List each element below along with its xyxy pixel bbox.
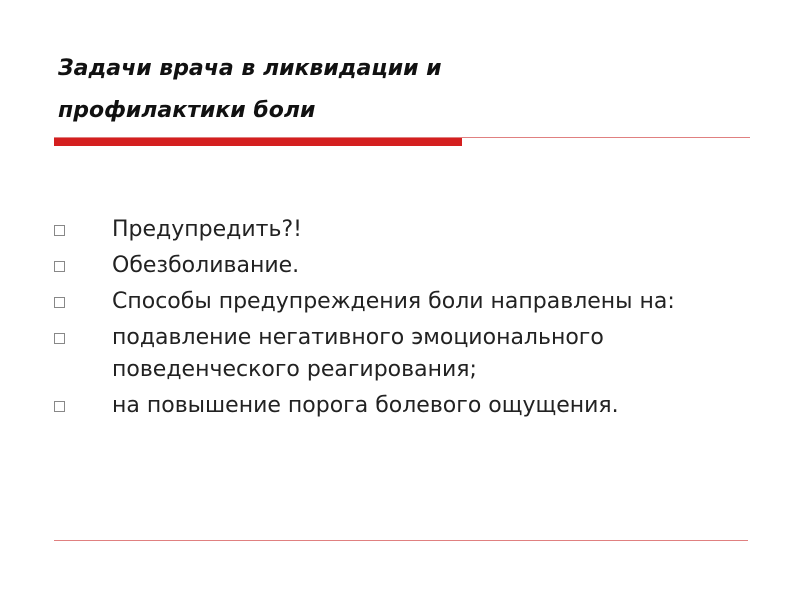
square-bullet-icon xyxy=(54,225,65,236)
slide-title-line-2: профилактики боли xyxy=(58,98,316,123)
footer-thin-rule xyxy=(54,540,748,541)
list-item xyxy=(54,214,754,246)
square-bullet-icon xyxy=(54,333,65,344)
bullet-list xyxy=(54,214,754,426)
slide-title xyxy=(58,48,718,132)
list-item-text: Способы предупреждения боли направлены на: xyxy=(112,289,675,314)
list-item xyxy=(54,322,754,386)
list-item xyxy=(54,390,754,422)
list-item xyxy=(54,250,754,282)
square-bullet-icon xyxy=(54,401,65,412)
square-bullet-icon xyxy=(54,297,65,308)
list-item-text: подавление негативного эмоционального поведенческого реагирования; xyxy=(112,325,604,382)
slide-title-line-1: Задачи врача в ликвидации и xyxy=(58,56,442,81)
list-item xyxy=(54,286,754,318)
title-accent-bar xyxy=(54,138,462,146)
list-item-text: Предупредить?! xyxy=(112,217,302,242)
square-bullet-icon xyxy=(54,261,65,272)
list-item-text: на повышение порога болевого ощущения. xyxy=(112,393,619,418)
list-item-text: Обезболивание. xyxy=(112,253,300,278)
